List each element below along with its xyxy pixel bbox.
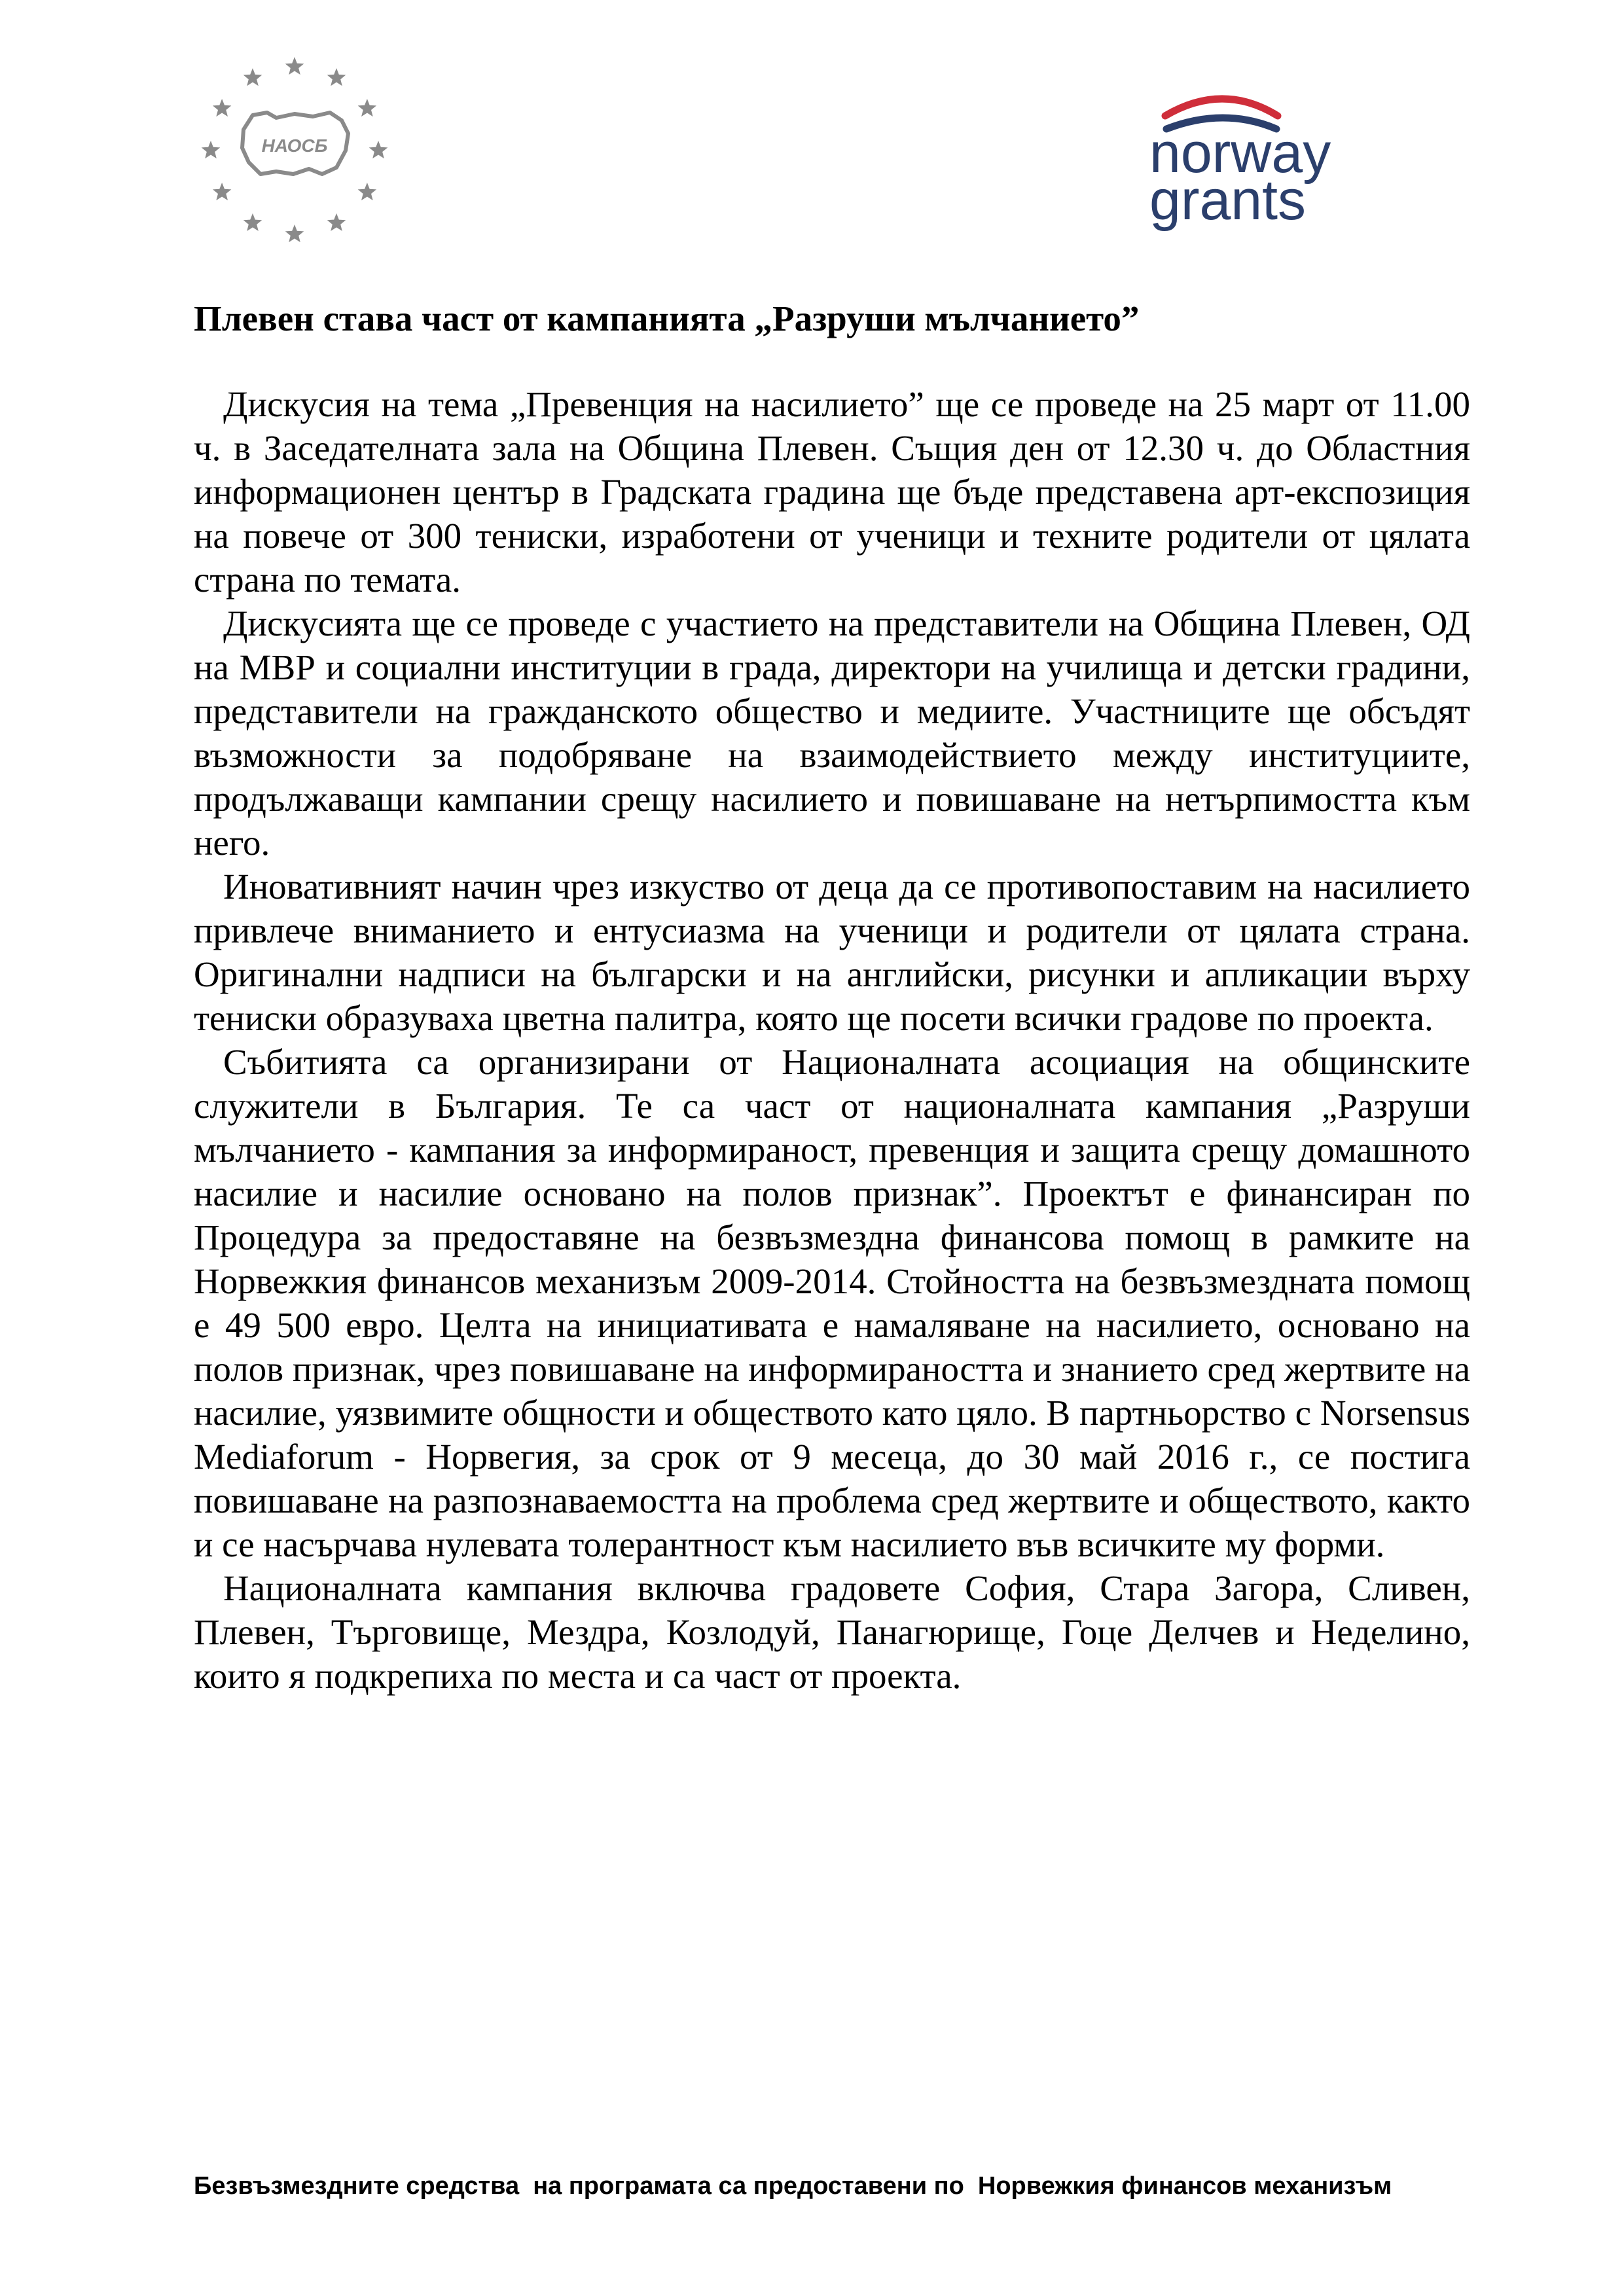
logo-arc-red <box>1165 99 1278 116</box>
star-icon <box>213 183 232 200</box>
norway-grants-icon <box>1126 95 1401 232</box>
star-icon <box>244 213 262 231</box>
star-icon <box>213 99 232 117</box>
star-icon <box>327 213 346 231</box>
logo-word-grants: grants <box>1149 169 1307 232</box>
star-icon <box>285 224 304 242</box>
star-icon <box>369 141 388 158</box>
article-paragraph: Събитията са организирани от Националната асоциация на общинските служители в България. Те са част от националната кампания „Разруши мълчанието - кампания за информираност, превенция и защита срещу домашното насилие и насилие основано на полов признак”. Проектът е финансиран по Процедура за предоставяне на безвъзмездна финансова помощ в рамките на Норвежкия финансов механизъм 2009-2014. Стойността на безвъзмездната помощ е 49 500 евро. Целта на инициативата е намаляване на насилието, основано на полов признак, чрез повишаване на информираността и знанието сред жертвите на насилие, уязвимите общности и обществото като цяло. В партньорство с Norsensus Mediaforum - Норвегия, за срок от 9 месеца, до 30 май 2016 г., се постига повишаване на разпознаваемостта на проблема сред жертвите и обществото, както и се насърчава нулевата толерантност към насилието във всичките му форми. <box>194 1042 1470 1564</box>
star-icon <box>285 57 304 75</box>
association-logo <box>196 52 393 255</box>
article-body <box>194 382 1470 1698</box>
star-icon <box>358 99 377 117</box>
article-title: Плевен става част от кампанията „Разруши мълчанието” <box>194 298 1140 338</box>
star-icon <box>244 68 262 86</box>
norway-grants-logo <box>1126 95 1401 232</box>
logo-word-norway: norway <box>1149 122 1331 185</box>
association-logo-text: НАОСБ <box>261 135 328 156</box>
article-paragraph: Иновативният начин чрез изкуство от деца да се противопоставим на насилието привлече вниманието и ентусиазма на ученици и родители от цялата страна. Оригинални надписи на български и на английски, рисунки и апликации върху тениски образуваха цветна палитра, която ще посети всички градове по проекта. <box>194 867 1470 1038</box>
star-icon <box>327 68 346 86</box>
star-icon <box>202 141 221 158</box>
association-logo-icon <box>196 52 393 255</box>
star-icon <box>358 183 377 200</box>
article-paragraph: Националната кампания включва градовете София, Стара Загора, Сливен, Плевен, Търговище, Мездра, Козлодуй, Панагюрище, Гоце Делчев и Неделино, които я подкрепиха по места и са част от проекта. <box>194 1568 1470 1696</box>
article-paragraph: Дискусията ще се проведе с участието на представители на Община Плевен, ОД на МВР и социални институции в града, директори на училища и детски градини, представители на гражданското общество и медиите. Участниците ще обсъдят възможности за подобряване на взаимодействието между институциите, продължаващи кампании срещу насилието и повишаване на нетърпимостта към него. <box>194 603 1470 863</box>
article-paragraph: Дискусия на тема „Превенция на насилието” ще се проведе на 25 март от 11.00 ч. в Заседателната зала на Община Плевен. Същия ден от 12.30 ч. до Областния информационен център в Градската градина ще бъде представена арт-експозиция на повече от 300 тениски, изработени от ученици и техните родители от цялата страна по темата. <box>194 384 1470 600</box>
page-footer: Безвъзмездните средства на програмата са предоставени по Норвежкия финансов механизъм <box>194 2172 1392 2200</box>
